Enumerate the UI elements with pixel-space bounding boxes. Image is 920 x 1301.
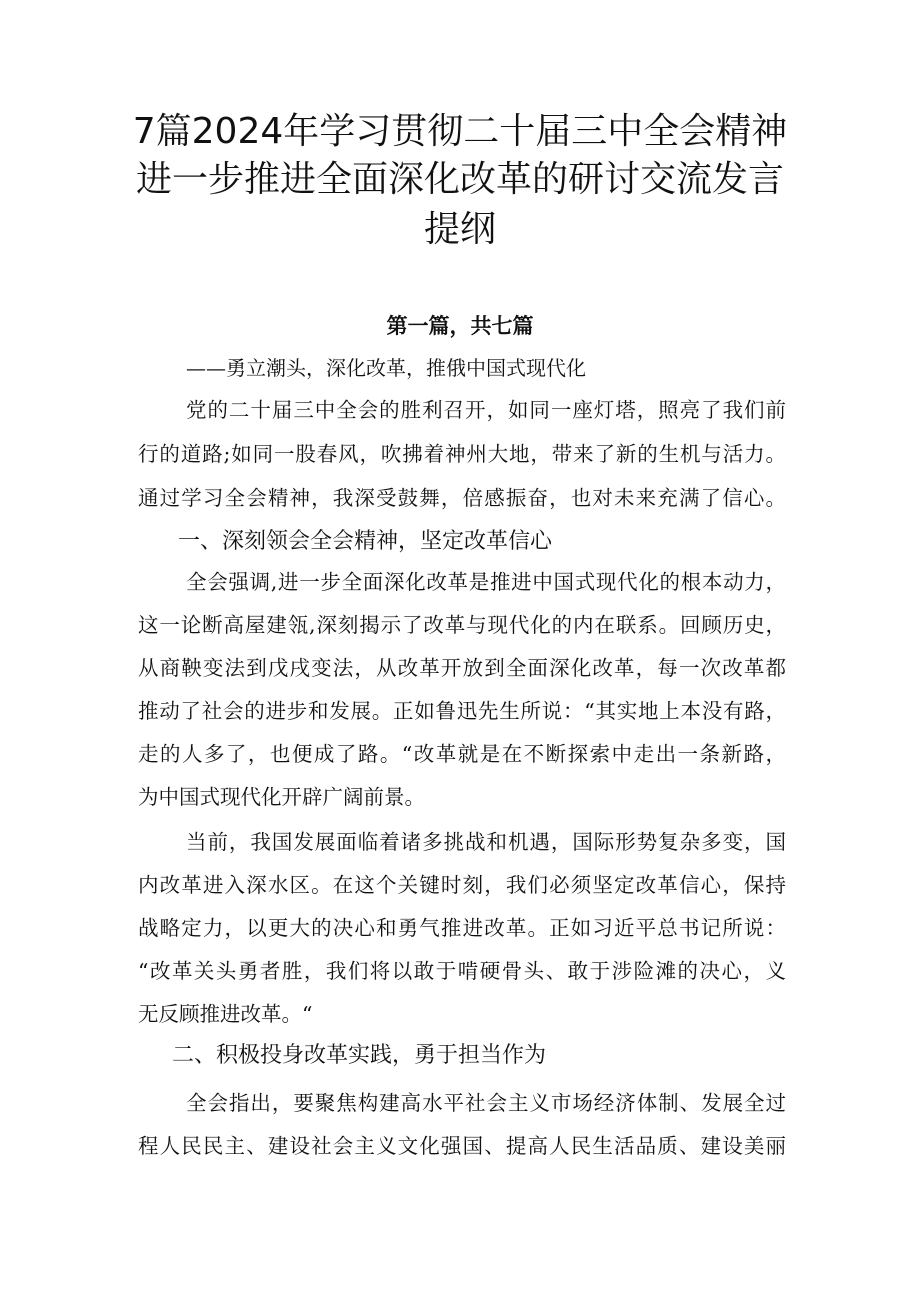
section-1-para-2-line-1: 当前，我国发展面临着诸多挑战和机遇，国际形势复杂多变，国: [186, 830, 786, 854]
section-1-para-2-line-5: 无反顾推进改革。“: [138, 1002, 313, 1026]
chapter-subtitle: ——勇立潮头，深化改革，推俄中国式现代化: [186, 356, 586, 380]
section-1-para-1-line-2: 这一论断高屋建瓴,深刻揭示了改革与现代化的内在联系。回顾历史，: [138, 613, 786, 637]
intro-line-2: 行的道路;如同一股春风，吹拂着神州大地，带来了新的生机与活力。: [138, 442, 786, 466]
document-title-line-3: 提纲: [423, 209, 496, 250]
section-1-para-2-line-2: 内改革进入深水区。在这个关键时刻，我们必须坚定改革信心，保持: [138, 873, 786, 897]
section-1-para-1-line-3: 从商鞅变法到戊戌变法，从改革开放到全面深化改革，每一次改革都: [138, 656, 786, 680]
section-1-para-2-line-3: 战略定力，以更大的决心和勇气推进改革。正如习近平总书记所说：: [138, 916, 786, 940]
intro-line-1: 党的二十届三中全会的胜利召开，如同一座灯塔，照亮了我们前: [186, 398, 786, 422]
section-1-para-1-line-1: 全会强调,进一步全面深化改革是推进中国式现代化的根本动力，: [186, 570, 786, 594]
document-title-line-1: 7篇2024年学习贯彻二十届三中全会精神: [132, 111, 788, 152]
section-1-para-1-line-4: 推动了社会的进步和发展。正如鲁迅先生所说：“其实地上本没有路，: [138, 699, 786, 723]
section-1-para-1-line-6: 为中国式现代化开辟广阔前景。: [138, 785, 425, 809]
section-2-para-1-line-1: 全会指出，要聚焦构建高水平社会主义市场经济体制、发展全过: [186, 1091, 786, 1115]
chapter-label: 第一篇，共七篇: [386, 314, 534, 338]
section-2-heading: 二、积极投身改革实践，勇于担当作为: [172, 1043, 547, 1068]
intro-line-3: 通过学习全会精神，我深受鼓舞，倍感振奋，也对未来充满了信心。: [138, 486, 786, 510]
document-title-line-2: 进一步推进全面深化改革的研讨交流发言: [135, 159, 784, 200]
section-1-para-2-line-4: “改革关头勇者胜，我们将以敢于啃硬骨头、敢于涉险滩的决心，义: [138, 959, 786, 983]
section-2-para-1-line-2: 程人民民主、建设社会主义文化强国、提高人民生活品质、建设美丽: [138, 1134, 786, 1158]
section-1-heading: 一、深刻领会全会精神，坚定改革信心: [178, 529, 553, 554]
section-1-para-1-line-5: 走的人多了，也便成了路。“改革就是在不断探索中走出一条新路，: [138, 742, 786, 766]
